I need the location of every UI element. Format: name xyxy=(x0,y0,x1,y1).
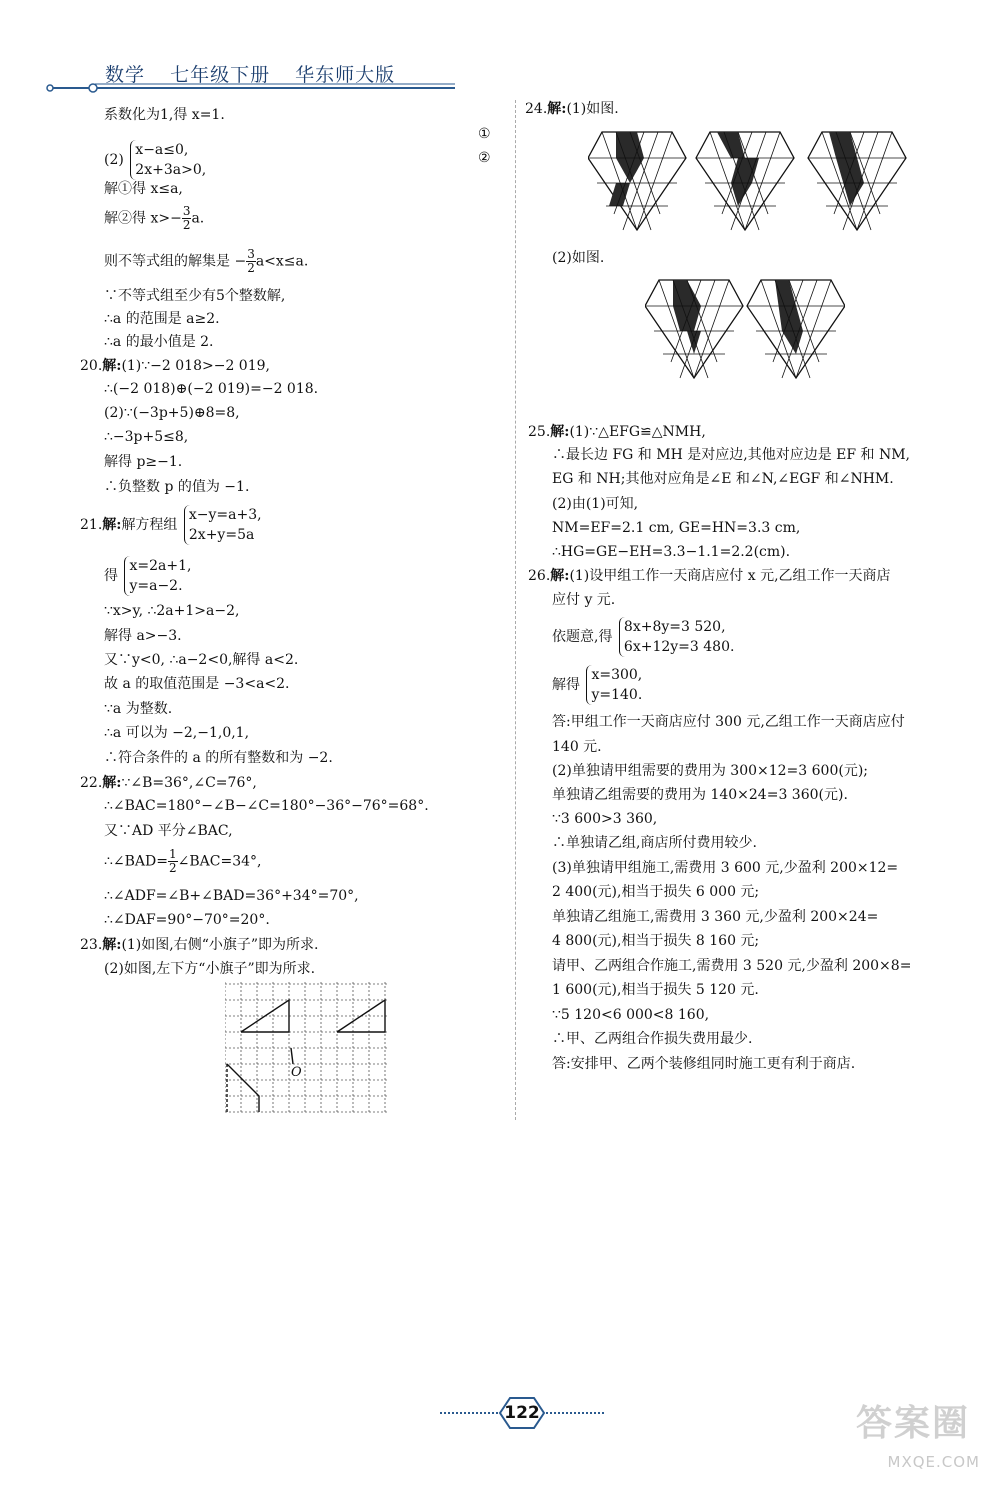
text-fragment: (1)∵−2 018>−2 019, xyxy=(121,358,270,374)
text-fragment: (1)设甲组工作一天商店应付 x 元,乙组工作一天商店 xyxy=(569,568,891,584)
text-line: ∴HG=GE−EH=3.3−1.1=2.2(cm). xyxy=(552,544,791,560)
question-number: 23. xyxy=(80,937,103,953)
system-line: y=140. xyxy=(591,687,643,703)
q21-head xyxy=(80,505,262,545)
text-line: 解得 p≥−1. xyxy=(104,454,183,470)
text-line: 解得 a>−3. xyxy=(104,628,182,644)
text-line xyxy=(104,248,308,275)
text-line: ∵x>y, ∴2a+1>a−2, xyxy=(104,603,240,619)
text-line: (2)单独请甲组需要的费用为 300×12=3 600(元); xyxy=(552,763,868,779)
text-line: ∴甲、乙两组合作损失费用最少. xyxy=(552,1031,753,1047)
text-fragment: 依题意,得 xyxy=(552,629,613,645)
watermark-logo: 答案圈 xyxy=(855,1403,970,1444)
denominator: 2 xyxy=(247,261,255,275)
equation-system xyxy=(619,617,735,657)
text-line: ∴∠ADF=∠B+∠BAD=36°+34°=70°, xyxy=(104,888,359,904)
text-line: (2)由(1)可知, xyxy=(552,496,639,512)
header-grade: 七年级下册 xyxy=(170,64,271,86)
fraction xyxy=(182,205,192,232)
text-line: 答:安排甲、乙两个装修组同时施工更有利于商店. xyxy=(552,1056,856,1072)
text-line: (2)∵(−3p+5)⊕8=8, xyxy=(104,405,240,421)
text-fragment: ∵∠B=36°,∠C=76°, xyxy=(121,775,257,791)
text-fragment: 解方程组 xyxy=(121,517,178,533)
text-fragment: ∠BAC=34°, xyxy=(177,853,262,870)
text-fragment: 解②得 x>− xyxy=(104,210,182,227)
numerator: 1 xyxy=(169,847,177,861)
text-fragment: ∴∠BAD= xyxy=(104,853,168,870)
solution-label: 解: xyxy=(102,517,122,533)
text-fragment: (1)如图,右侧“小旗子”即为所求. xyxy=(121,937,319,953)
text-line xyxy=(104,205,204,232)
numerator: 3 xyxy=(247,247,255,261)
text-line: ∴单独请乙组,商店所付费用较少. xyxy=(552,835,757,851)
text-line: ∵a 为整数. xyxy=(104,701,173,717)
text-line: 请甲、乙两组合作施工,需费用 3 520 元,少盈利 200×8= xyxy=(552,958,912,974)
text-line: (2) xyxy=(104,152,124,168)
equation-system xyxy=(124,556,191,596)
question-number: 22. xyxy=(80,775,103,791)
text-line: ∴最长边 FG 和 MH 是对应边,其他对应边是 EF 和 NM, xyxy=(552,447,911,463)
equation-system xyxy=(184,505,262,545)
text-fragment: (1)∵△EFG≌△NMH, xyxy=(569,424,706,440)
text-line: ∴∠BAC=180°−∠B−∠C=180°−36°−76°=68°. xyxy=(104,798,429,814)
text-line: 应付 y 元. xyxy=(552,592,616,608)
page-number: 122 xyxy=(504,1403,540,1423)
text-line: ∴a 的范围是 a≥2. xyxy=(104,311,220,327)
text-line: 单独请乙组施工,需费用 3 360 元,少盈利 200×24= xyxy=(552,909,879,925)
origin-label: O xyxy=(291,1065,302,1080)
text-line: (3)单独请甲组施工,需费用 3 600 元,少盈利 200×12= xyxy=(552,860,899,876)
system-line: 6x+12y=3 480. xyxy=(623,639,735,655)
text-line: ∴∠DAF=90°−70°=20°. xyxy=(104,912,270,928)
solution-label: 解: xyxy=(547,101,567,117)
text-line: ∵不等式组至少有5个整数解, xyxy=(104,288,286,304)
inequality-system xyxy=(130,140,206,180)
circled-mark-1: ① xyxy=(478,126,491,142)
text-line: ∴−3p+5≤8, xyxy=(104,429,189,445)
text-line: 又∵y<0, ∴a−2<0,解得 a<2. xyxy=(104,652,299,668)
header-subject: 数学 xyxy=(105,64,146,86)
question-number: 25. xyxy=(528,424,551,440)
q22-head xyxy=(80,774,257,792)
text-fragment: 解得 xyxy=(552,677,580,693)
solution-label: 解: xyxy=(102,775,122,791)
q20-head xyxy=(80,357,270,375)
solution-label: 解: xyxy=(550,424,570,440)
text-line: ∴负整数 p 的值为 −1. xyxy=(104,479,250,495)
fraction xyxy=(246,248,256,275)
text-line: 4 800(元),相当于损失 8 160 元; xyxy=(552,933,760,949)
question-number: 24. xyxy=(525,101,548,117)
text-line: ∴符合条件的 a 的所有整数和为 −2. xyxy=(104,750,333,766)
system-line: x−a≤0, xyxy=(135,142,189,158)
fraction xyxy=(168,848,178,875)
q25-head xyxy=(528,423,706,441)
text-line: 答:甲组工作一天商店应付 300 元,乙组工作一天商店应付 xyxy=(552,714,905,730)
text-line: 单独请乙组需要的费用为 140×24=3 360(元). xyxy=(552,787,848,803)
text-line: EG 和 NH;其他对应角是∠E 和∠N,∠EGF 和∠NHM. xyxy=(552,471,894,487)
text-line: 又∵AD 平分∠BAC, xyxy=(104,823,233,839)
equation-system xyxy=(586,665,642,705)
watermark-site: MXQE.COM xyxy=(887,1453,980,1471)
question-number: 26. xyxy=(528,568,551,584)
solution-label: 解: xyxy=(102,937,122,953)
question-number: 20. xyxy=(80,358,103,374)
header-title xyxy=(105,60,413,87)
denominator: 2 xyxy=(182,218,191,232)
text-line: ∴(−2 018)⊕(−2 019)=−2 018. xyxy=(104,381,319,397)
text-line: (2)如图. xyxy=(552,250,605,266)
question-number: 21. xyxy=(80,517,103,533)
text-line: 系数化为1,得 x=1. xyxy=(104,107,225,123)
numerator: 3 xyxy=(182,204,191,218)
text-line: ∴a 的最小值是 2. xyxy=(104,334,214,350)
circled-mark-2: ② xyxy=(478,150,491,166)
system-line: x=300, xyxy=(591,667,643,683)
solution-label: 解: xyxy=(102,358,122,374)
q26-solution xyxy=(552,665,642,705)
system-line: 2x+3a>0, xyxy=(135,162,207,178)
system-line: y=a−2. xyxy=(129,578,183,594)
q26-system xyxy=(552,617,734,657)
system-line: 8x+8y=3 520, xyxy=(623,619,726,635)
text-line: 故 a 的取值范围是 −3<a<2. xyxy=(104,676,290,692)
text-fragment: a. xyxy=(191,210,205,227)
text-line: ∴a 可以为 −2,−1,0,1, xyxy=(104,725,250,741)
q21-result xyxy=(104,556,191,596)
text-line: 2 400(元),相当于损失 6 000 元; xyxy=(552,884,760,900)
text-line: 140 元. xyxy=(552,739,602,755)
text-line: 1 600(元),相当于损失 5 120 元. xyxy=(552,982,759,998)
triangle-figures-1 xyxy=(588,128,964,234)
text-fragment: a<x≤a. xyxy=(255,253,309,270)
text-line: ∵5 120<6 000<8 160, xyxy=(552,1007,710,1023)
q24-head xyxy=(525,100,619,118)
header-decoration xyxy=(0,0,1000,110)
text-fragment: (1)如图. xyxy=(566,101,619,117)
solution-label: 解: xyxy=(550,568,570,584)
q23-head xyxy=(80,936,318,954)
q26-head xyxy=(528,567,891,585)
system-line: x−y=a+3, xyxy=(188,507,262,523)
grid-figure xyxy=(225,982,391,1115)
text-fragment: 得 xyxy=(104,568,118,584)
system-line: 2x+y=5a xyxy=(188,527,255,543)
text-line: 解①得 x≤a, xyxy=(104,181,183,197)
header-edition: 华东师大版 xyxy=(295,64,396,86)
system-line: x=2a+1, xyxy=(129,558,192,574)
denominator: 2 xyxy=(169,861,177,875)
column-divider xyxy=(515,100,516,1120)
text-fragment: 则不等式组的解集是 − xyxy=(104,253,247,270)
text-line: (2)如图,左下方“小旗子”即为所求. xyxy=(104,961,316,977)
text-line: NM=EF=2.1 cm, GE=HN=3.3 cm, xyxy=(552,520,801,536)
text-line: ∵3 600>3 360, xyxy=(552,811,658,827)
text-line xyxy=(104,848,261,875)
triangle-figures-2 xyxy=(645,276,845,382)
q19-2 xyxy=(104,140,206,180)
